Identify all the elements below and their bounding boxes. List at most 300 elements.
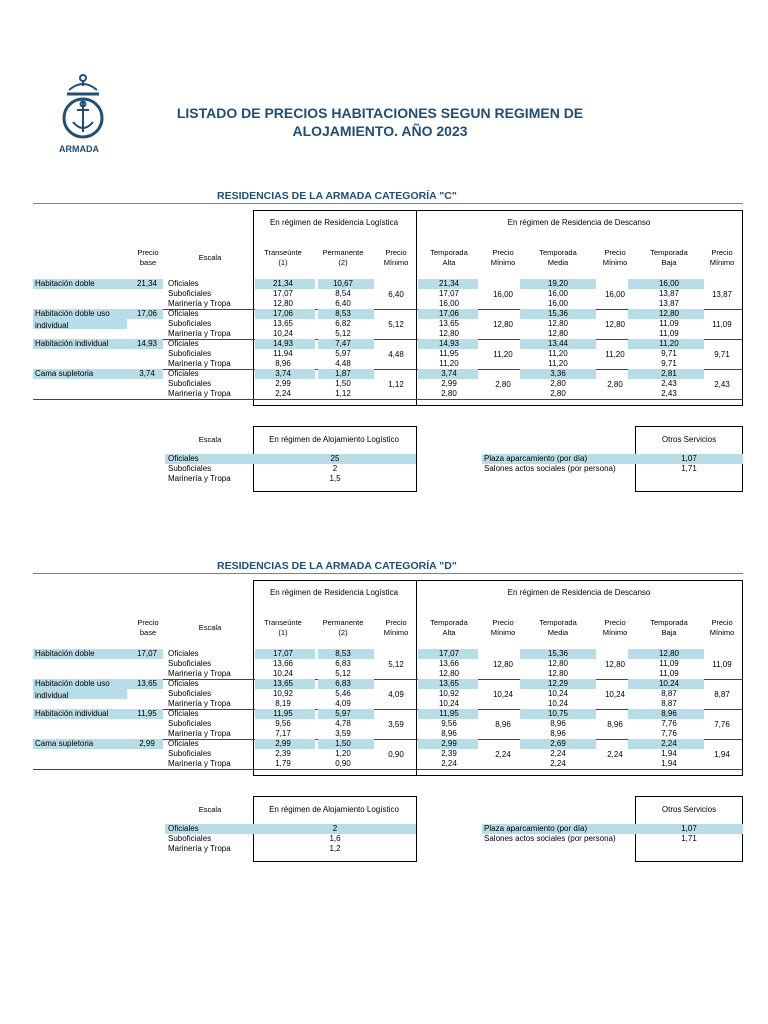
temporada-media-header (539, 248, 577, 268)
escala-label: Suboficiales (168, 659, 212, 668)
escala-label: Oficiales (168, 454, 199, 463)
anchor-crown-icon (55, 72, 111, 144)
alojamiento-value: 2 (332, 464, 338, 473)
escala-label: Marinería y Tropa (168, 729, 231, 738)
alojamiento-value: 1,5 (329, 474, 341, 483)
precio-minimo-header-line: Mínimo (602, 258, 628, 267)
alojamiento-header: En régimen de Alojamiento Logístico (269, 435, 399, 444)
precio-minimo-header-line: Mínimo (383, 628, 409, 637)
temporada-media-value: 12,80 (547, 659, 569, 668)
precio-minimo-header (491, 618, 516, 638)
precio-minimo-value: 5,12 (388, 320, 404, 329)
permanente-value: 5,97 (335, 709, 351, 718)
precio-minimo-header-line: Mínimo (490, 258, 516, 267)
temporada-alta-value: 14,93 (438, 339, 460, 348)
room-type-label: individual (35, 321, 69, 330)
precio-minimo-value: 1,94 (714, 750, 730, 759)
transeunte-value: 10,92 (272, 689, 294, 698)
transeunte-value: 11,94 (273, 349, 293, 358)
permanente-header (323, 248, 364, 268)
permanente-value: 4,09 (335, 699, 351, 708)
precio-minimo-header-line: Precio (385, 618, 407, 627)
temporada-alta-value: 9,56 (441, 719, 457, 728)
precio-minimo-value: 16,00 (492, 290, 514, 299)
section-title: RESIDENCIAS DE LA ARMADA CATEGORÍA "D" (217, 560, 457, 572)
transeunte-value: 17,07 (272, 289, 294, 298)
temporada-media-value: 12,80 (547, 319, 569, 328)
temporada-baja-value: 9,71 (661, 349, 677, 358)
precio-minimo-value: 13,87 (711, 290, 733, 299)
transeunte-value: 7,17 (275, 729, 291, 738)
temporada-media-value: 2,24 (550, 759, 566, 768)
permanente-value: 4,78 (335, 719, 351, 728)
temporada-baja-value: 16,00 (658, 279, 680, 288)
transeunte-value: 13,65 (272, 679, 294, 688)
precio-minimo-header (603, 618, 628, 638)
precio-minimo-value: 10,24 (492, 690, 514, 699)
escala-label: Oficiales (168, 279, 199, 288)
temporada-media-header (539, 618, 577, 638)
temporada-media-value: 13,44 (547, 339, 569, 348)
precio-minimo-header-line: Mínimo (490, 628, 516, 637)
temporada-media-value: 15,36 (547, 309, 569, 318)
transeunte-value: 9,56 (275, 719, 291, 728)
temporada-baja-value: 1,94 (661, 749, 677, 758)
escala-label: Suboficiales (168, 379, 212, 388)
permanente-value: 4,48 (335, 359, 351, 368)
precio-minimo-value: 0,90 (388, 750, 404, 759)
temporada-media-value: 2,80 (550, 379, 566, 388)
salones-value: 1,71 (681, 834, 697, 843)
permanente-value: 5,46 (335, 689, 351, 698)
row-separator (33, 769, 743, 770)
precio-base-value: 11,95 (137, 709, 157, 718)
room-type-label: Habitación individual (35, 339, 109, 348)
temporada-media-header-line: Media (547, 628, 569, 637)
transeunte-value: 14,93 (272, 339, 294, 348)
permanente-value: 1,87 (335, 369, 351, 378)
permanente-value: 5,12 (335, 329, 351, 338)
permanente-header-line: (2) (338, 258, 348, 267)
temporada-alta-value: 21,34 (438, 279, 460, 288)
transeunte-value: 2,39 (275, 749, 291, 758)
permanente-value: 1,50 (335, 379, 351, 388)
temporada-media-value: 12,29 (547, 679, 569, 688)
permanente-header-line: (2) (338, 628, 348, 637)
section-title: RESIDENCIAS DE LA ARMADA CATEGORÍA "C" (217, 190, 457, 202)
temporada-media-value: 10,24 (547, 689, 569, 698)
escala-label: Oficiales (168, 309, 199, 318)
temporada-baja-value: 2,81 (661, 369, 677, 378)
page-title (140, 104, 620, 140)
escala-label: Suboficiales (168, 834, 212, 843)
temporada-alta-value: 11,95 (439, 709, 459, 718)
escala-label: Marinería y Tropa (168, 844, 231, 853)
temporada-baja-value: 8,87 (661, 689, 677, 698)
temporada-alta-value: 2,99 (441, 739, 457, 748)
temporada-baja-header-line: Baja (661, 628, 677, 637)
temporada-alta-value: 2,24 (441, 759, 457, 768)
temporada-alta-value: 13,66 (438, 659, 460, 668)
temporada-alta-value: 2,80 (441, 389, 457, 398)
temporada-alta-value: 11,20 (439, 359, 459, 368)
temporada-media-value: 8,96 (550, 719, 566, 728)
permanente-value: 5,12 (335, 669, 351, 678)
temporada-alta-header (430, 248, 468, 268)
permanente-value: 0,90 (335, 759, 351, 768)
temporada-baja-value: 11,20 (659, 339, 679, 348)
precio-minimo-value: 8,96 (495, 720, 511, 729)
temporada-baja-header-line: Temporada (650, 248, 688, 257)
temporada-baja-value: 8,87 (661, 699, 677, 708)
temporada-alta-header-line: Alta (442, 628, 456, 637)
transeunte-value: 2,99 (275, 739, 291, 748)
precio-minimo-header-line: Precio (385, 248, 407, 257)
transeunte-value: 3,74 (275, 369, 291, 378)
temporada-alta-value: 8,96 (441, 729, 457, 738)
temporada-alta-value: 16,00 (438, 299, 460, 308)
logistica-header: En régimen de Residencia Logística (269, 218, 399, 227)
permanente-value: 1,12 (335, 389, 351, 398)
precio-minimo-value: 6,40 (388, 290, 404, 299)
room-type-label: individual (35, 691, 69, 700)
precio-minimo-header-line: Mínimo (709, 628, 735, 637)
precio-minimo-value: 2,80 (607, 380, 623, 389)
temporada-baja-value: 12,80 (658, 649, 680, 658)
alojamiento-value: 1,2 (329, 844, 341, 853)
temporada-media-value: 10,24 (547, 699, 569, 708)
temporada-baja-value: 11,09 (659, 319, 679, 328)
escala-label: Marinería y Tropa (168, 759, 231, 768)
precio-base-value: 3,74 (139, 369, 155, 378)
transeunte-value: 10,24 (272, 329, 294, 338)
precio-minimo-value: 4,48 (388, 350, 404, 359)
escala-label: Oficiales (168, 339, 199, 348)
descanso-header: En régimen de Residencia de Descanso (507, 218, 651, 227)
plaza-aparcamiento-label: Plaza aparcamiento (por día) (484, 454, 588, 463)
precio-base-header-line: base (139, 628, 157, 637)
plaza-aparcamiento-label: Plaza aparcamiento (por día) (484, 824, 588, 833)
temporada-baja-value: 11,09 (659, 329, 679, 338)
transeunte-value: 21,34 (272, 279, 294, 288)
room-type-label: Habitación doble uso (35, 679, 110, 688)
permanente-value: 6,40 (335, 299, 351, 308)
precio-minimo-header (603, 248, 628, 268)
transeunte-value: 10,24 (272, 669, 294, 678)
temporada-media-value: 2,80 (550, 389, 566, 398)
temporada-baja-value: 10,24 (658, 679, 680, 688)
escala-label: Marinería y Tropa (168, 329, 231, 338)
permanente-value: 8,53 (335, 649, 351, 658)
temporada-baja-value: 9,71 (661, 359, 677, 368)
precio-minimo-header (491, 248, 516, 268)
escala-label: Marinería y Tropa (168, 389, 231, 398)
escala-header: Escala (198, 805, 222, 814)
row-highlight (165, 824, 416, 834)
temporada-alta-value: 12,80 (438, 329, 460, 338)
permanente-value: 5,97 (335, 349, 351, 358)
transeunte-value: 17,06 (272, 309, 294, 318)
temporada-alta-value: 10,24 (438, 699, 460, 708)
row-highlight (165, 454, 416, 464)
escala-label: Marinería y Tropa (168, 359, 231, 368)
precio-minimo-value: 11,09 (712, 660, 732, 669)
escala-label: Marinería y Tropa (168, 669, 231, 678)
logistica-header: En régimen de Residencia Logística (269, 588, 399, 597)
precio-minimo-header-line: Precio (604, 248, 626, 257)
precio-minimo-value: 12,80 (492, 320, 514, 329)
temporada-baja-value: 12,80 (658, 309, 680, 318)
temporada-media-value: 16,00 (547, 289, 569, 298)
temporada-baja-value: 8,96 (661, 709, 677, 718)
temporada-media-value: 11,20 (548, 349, 568, 358)
precio-minimo-header-line: Precio (492, 618, 514, 627)
precio-base-value: 17,07 (136, 649, 158, 658)
permanente-value: 3,59 (335, 729, 351, 738)
temporada-media-value: 8,96 (550, 729, 566, 738)
temporada-baja-header-line: Temporada (650, 618, 688, 627)
precio-minimo-value: 1,12 (388, 380, 404, 389)
otros-servicios-header: Otros Servicios (661, 805, 717, 814)
row-separator (33, 399, 743, 400)
temporada-alta-header-line: Temporada (430, 248, 468, 257)
escala-header: Escala (198, 435, 222, 444)
logo-text: ARMADA (59, 144, 99, 154)
transeunte-value: 12,80 (272, 299, 294, 308)
precio-minimo-header (384, 618, 409, 638)
descanso-header: En régimen de Residencia de Descanso (507, 588, 651, 597)
temporada-alta-value: 13,65 (438, 679, 460, 688)
permanente-value: 8,54 (335, 289, 351, 298)
escala-header: Escala (198, 253, 222, 262)
temporada-media-header-line: Media (547, 258, 569, 267)
alojamiento-value: 25 (330, 454, 340, 463)
escala-label: Oficiales (168, 369, 199, 378)
precio-minimo-value: 3,59 (388, 720, 404, 729)
transeunte-header-line: Transeúnte (264, 248, 302, 257)
temporada-baja-value: 13,87 (658, 299, 680, 308)
permanente-header-line: Permanente (322, 248, 364, 257)
temporada-media-value: 19,20 (547, 279, 569, 288)
permanente-value: 1,20 (335, 749, 351, 758)
temporada-alta-value: 2,39 (441, 749, 457, 758)
precio-minimo-value: 11,20 (493, 350, 513, 359)
temporada-baja-value: 7,76 (661, 729, 677, 738)
transeunte-value: 17,07 (272, 649, 294, 658)
precio-base-header-line: base (139, 258, 157, 267)
plaza-aparcamiento-value: 1,07 (681, 454, 697, 463)
precio-base-value: 2,99 (139, 739, 155, 748)
precio-minimo-value: 8,87 (714, 690, 730, 699)
temporada-media-header-line: Temporada (539, 618, 577, 627)
precio-base-value: 14,93 (136, 339, 158, 348)
precio-minimo-value: 12,80 (604, 320, 626, 329)
escala-label: Suboficiales (168, 319, 212, 328)
temporada-media-value: 12,80 (547, 669, 569, 678)
transeunte-header (264, 248, 302, 268)
precio-minimo-header (384, 248, 409, 268)
temporada-baja-value: 1,94 (661, 759, 677, 768)
temporada-baja-value: 7,76 (661, 719, 677, 728)
precio-minimo-header-line: Precio (604, 618, 626, 627)
temporada-alta-value: 12,80 (438, 669, 460, 678)
permanente-value: 6,82 (335, 319, 351, 328)
precio-minimo-value: 5,12 (388, 660, 404, 669)
transeunte-value: 2,99 (275, 379, 291, 388)
escala-label: Suboficiales (168, 719, 212, 728)
room-type-label: Habitación individual (35, 709, 109, 718)
room-type-label: Cama supletoria (35, 739, 94, 748)
precio-minimo-header-line: Mínimo (602, 628, 628, 637)
temporada-alta-value: 13,65 (438, 319, 460, 328)
temporada-baja-header (650, 248, 688, 268)
precio-minimo-header-line: Precio (711, 248, 733, 257)
alojamiento-value: 2 (332, 824, 338, 833)
precio-minimo-header-line: Mínimo (709, 258, 735, 267)
transeunte-value: 8,19 (275, 699, 291, 708)
precio-base-header (137, 618, 158, 638)
temporada-alta-value: 2,99 (441, 379, 457, 388)
precio-minimo-value: 11,09 (712, 320, 732, 329)
precio-minimo-value: 12,80 (492, 660, 514, 669)
precio-minimo-header-line: Mínimo (383, 258, 409, 267)
precio-minimo-value: 16,00 (604, 290, 626, 299)
transeunte-value: 8,96 (275, 359, 291, 368)
alojamiento-header: En régimen de Alojamiento Logístico (269, 805, 399, 814)
room-type-label: Habitación doble (35, 649, 95, 658)
precio-base-value: 21,34 (136, 279, 158, 288)
temporada-media-value: 15,36 (547, 649, 569, 658)
transeunte-value: 1,79 (275, 759, 291, 768)
precio-minimo-value: 2,43 (714, 380, 730, 389)
salones-value: 1,71 (681, 464, 697, 473)
temporada-alta-value: 11,95 (439, 349, 459, 358)
precio-minimo-header-line: Precio (711, 618, 733, 627)
title-line-1: LISTADO DE PRECIOS HABITACIONES SEGUN REGIMEN DE (176, 105, 584, 121)
temporada-media-header-line: Temporada (539, 248, 577, 257)
section-rule (33, 203, 743, 204)
salones-label: Salones actos sociales (por persona) (484, 464, 616, 473)
temporada-media-value: 2,24 (550, 749, 566, 758)
precio-minimo-header (710, 618, 735, 638)
temporada-media-value: 3,36 (550, 369, 566, 378)
temporada-baja-value: 11,09 (659, 669, 679, 678)
escala-label: Oficiales (168, 679, 199, 688)
salones-label: Salones actos sociales (por persona) (484, 834, 616, 843)
permanente-header-line: Permanente (322, 618, 364, 627)
precio-base-header-line: Precio (137, 248, 159, 257)
precio-base-value: 17,06 (136, 309, 158, 318)
transeunte-value: 2,24 (275, 389, 291, 398)
precio-minimo-value: 2,24 (607, 750, 623, 759)
permanente-value: 7,47 (335, 339, 351, 348)
armada-logo (55, 72, 111, 158)
temporada-alta-value: 17,07 (438, 649, 460, 658)
precio-minimo-header-line: Precio (492, 248, 514, 257)
section-rule (33, 573, 743, 574)
room-type-label: Cama supletoria (35, 369, 94, 378)
temporada-media-value: 12,80 (547, 329, 569, 338)
escala-label: Suboficiales (168, 464, 212, 473)
title-line-2: ALOJAMIENTO. AÑO 2023 (292, 123, 468, 139)
temporada-alta-value: 17,07 (438, 289, 460, 298)
temporada-baja-value: 2,43 (661, 379, 677, 388)
temporada-baja-value: 11,09 (659, 659, 679, 668)
temporada-baja-header-line: Baja (661, 258, 677, 267)
precio-minimo-value: 9,71 (714, 350, 730, 359)
escala-label: Marinería y Tropa (168, 699, 231, 708)
temporada-alta-header (430, 618, 468, 638)
transeunte-header-line: (1) (278, 628, 288, 637)
plaza-aparcamiento-value: 1,07 (681, 824, 697, 833)
temporada-baja-header (650, 618, 688, 638)
temporada-media-value: 2,69 (550, 739, 566, 748)
precio-base-header-line: Precio (137, 618, 159, 627)
escala-label: Suboficiales (168, 289, 212, 298)
escala-label: Suboficiales (168, 749, 212, 758)
temporada-media-value: 16,00 (547, 299, 569, 308)
transeunte-value: 11,95 (273, 709, 293, 718)
escala-label: Oficiales (168, 649, 199, 658)
escala-header: Escala (198, 623, 222, 632)
alojamiento-value: 1,6 (329, 834, 341, 843)
escala-label: Suboficiales (168, 689, 212, 698)
room-type-label: Habitación doble (35, 279, 95, 288)
transeunte-header (264, 618, 302, 638)
permanente-header (323, 618, 364, 638)
escala-label: Suboficiales (168, 349, 212, 358)
temporada-media-value: 10,75 (547, 709, 569, 718)
temporada-alta-value: 3,74 (441, 369, 457, 378)
precio-minimo-value: 11,20 (605, 350, 625, 359)
escala-label: Oficiales (168, 824, 199, 833)
permanente-value: 6,83 (335, 659, 351, 668)
temporada-alta-header-line: Temporada (430, 618, 468, 627)
escala-label: Marinería y Tropa (168, 299, 231, 308)
precio-minimo-value: 10,24 (604, 690, 626, 699)
precio-minimo-value: 7,76 (714, 720, 730, 729)
temporada-baja-value: 13,87 (658, 289, 680, 298)
room-type-label: Habitación doble uso (35, 309, 110, 318)
precio-minimo-header (710, 248, 735, 268)
precio-minimo-value: 12,80 (604, 660, 626, 669)
temporada-media-value: 11,20 (548, 359, 568, 368)
precio-base-header (137, 248, 158, 268)
temporada-baja-value: 2,43 (661, 389, 677, 398)
transeunte-header-line: (1) (278, 258, 288, 267)
temporada-baja-value: 2,24 (661, 739, 677, 748)
precio-minimo-value: 2,80 (495, 380, 511, 389)
temporada-alta-value: 17,06 (438, 309, 460, 318)
otros-servicios-header: Otros Servicios (661, 435, 717, 444)
permanente-value: 10,67 (332, 279, 354, 288)
escala-label: Marinería y Tropa (168, 474, 231, 483)
transeunte-value: 13,66 (272, 659, 294, 668)
temporada-alta-header-line: Alta (442, 258, 456, 267)
precio-base-value: 13,65 (136, 679, 158, 688)
escala-label: Oficiales (168, 709, 199, 718)
permanente-value: 8,53 (335, 309, 351, 318)
temporada-alta-value: 10,92 (438, 689, 460, 698)
transeunte-header-line: Transeúnte (264, 618, 302, 627)
escala-label: Oficiales (168, 739, 199, 748)
precio-minimo-value: 8,96 (607, 720, 623, 729)
permanente-value: 1,50 (335, 739, 351, 748)
precio-minimo-value: 4,09 (388, 690, 404, 699)
precio-minimo-value: 2,24 (495, 750, 511, 759)
transeunte-value: 13,65 (272, 319, 294, 328)
permanente-value: 6,83 (335, 679, 351, 688)
